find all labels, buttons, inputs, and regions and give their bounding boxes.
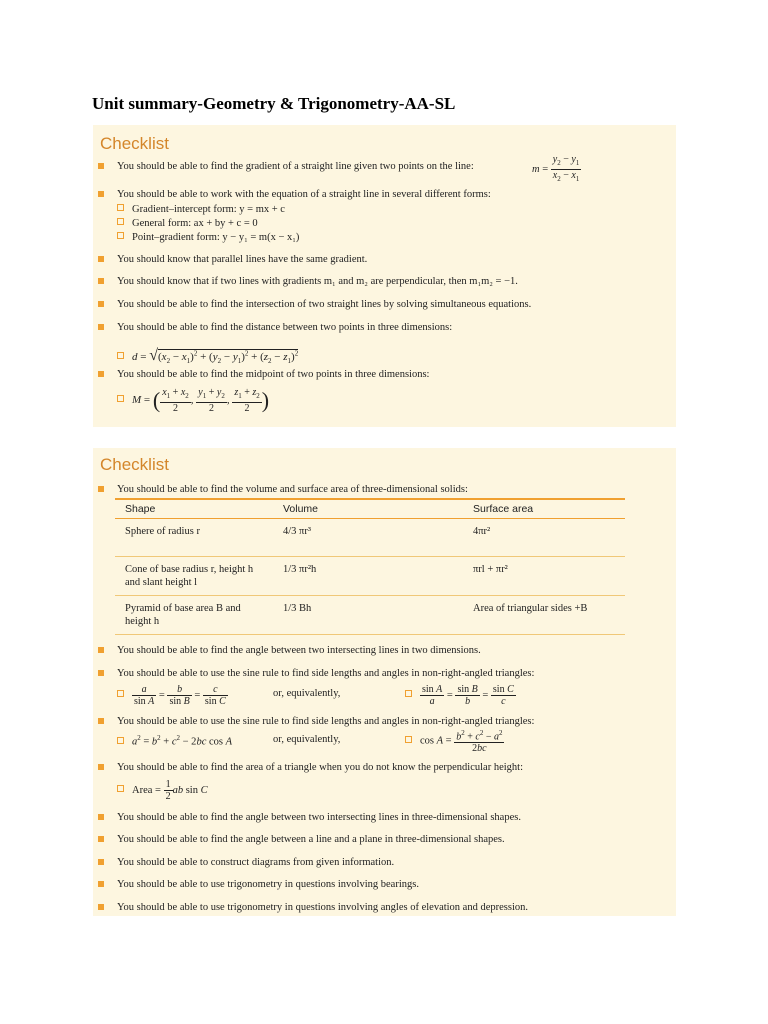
equivalently-text: or, equivalently,	[273, 734, 341, 745]
bullet-icon	[98, 881, 104, 887]
table-cell: 4/3 πr³	[273, 519, 463, 557]
sine-rule-formula: $\frac{a}{\text{sin A}}$ = $\frac{b}{\text{sin B}}$ = $\frac{c}{\text{sin C}}$	[117, 684, 228, 707]
checkbox-icon	[405, 690, 412, 697]
checkbox-icon	[117, 690, 124, 697]
checkbox-icon	[117, 352, 124, 359]
equivalently-text: or, equivalently,	[273, 688, 341, 699]
bullet-icon	[98, 191, 104, 197]
bullet-icon	[98, 814, 104, 820]
bullet-icon	[98, 371, 104, 377]
bullet-icon	[98, 764, 104, 770]
table-row	[115, 596, 625, 635]
table-cell: Area of triangular sides +B	[463, 596, 625, 635]
table-cell: πrl + πr²	[463, 557, 625, 596]
checklist-panel-1: Checklist You should be able to find the gradient of a straight line given two points on the line: m = $\frac{y_2 - y_1}{x_2 - x_1}$ You should be able to work with the equation of a straight line in several different forms: Gradient–intercept form: y = mx + c General form: ax + by + c = 0 Point–gradient form: y − y₁ = m(x − x₁) You should know that parallel lines have the same gradient. You should know that if two lines with gradients m₁ and m₂ are perpendicular, then m₁m₂ = −1. You should be able to find the intersection of two straight lines by solving simultaneous equations. You should be able to find the distance between two points in three dimensions: $d = √(x_2 - x_1)^2 + (y_2 - y_1)^2 + (z_2 - z_1)^2$ You should be able to find the midpoint of two points in three dimensions: M = ( $\frac{x_1 + x_2}{2}$ , $\frac{y_1 + y_2}{2}$ , $\frac{z_1 + z_2}{2}$ )	[93, 125, 676, 427]
table-cell: Cone of base radius r, height h and slant height l	[115, 557, 273, 596]
column-header: Volume	[273, 499, 463, 519]
checklist-heading: Checklist	[100, 455, 169, 474]
bullet-icon	[98, 163, 104, 169]
cosine-rule-alt-formula: cos A = $\frac{b^2 + c^2 - a^2}{2bc}$	[405, 728, 504, 754]
bullet-icon	[98, 718, 104, 724]
sub-item: General form: ax + by + c = 0	[117, 218, 258, 229]
bullet-icon	[98, 278, 104, 284]
checkbox-icon	[117, 232, 124, 239]
checkbox-icon	[405, 736, 412, 743]
bullet-icon	[98, 301, 104, 307]
table-row	[115, 557, 625, 596]
checklist-heading: Checklist	[100, 134, 169, 153]
sub-item: Gradient–intercept form: y = mx + c	[117, 204, 285, 215]
table-cell: 1/3 Bh	[273, 596, 463, 635]
column-header: Shape	[115, 499, 273, 519]
bullet-icon	[98, 256, 104, 262]
checkbox-icon	[117, 395, 124, 402]
checkbox-icon	[117, 785, 124, 792]
bullet-icon	[98, 670, 104, 676]
midpoint-formula: M = ( $\frac{x_1 + x_2}{2}$ , $\frac{y_1 + y_2}{2}$ , $\frac{z_1 + z_2}{2}$ )	[117, 387, 269, 414]
table-cell: 1/3 πr²h	[273, 557, 463, 596]
document-title: Unit summary-Geometry & Trigonometry-AA-SL	[92, 94, 456, 113]
bullet-icon	[98, 647, 104, 653]
gradient-formula: m = $\frac{y_2 - y_1}{x_2 - x_1}$	[532, 154, 580, 183]
bullet-icon	[98, 904, 104, 910]
sub-item: Point–gradient form: y − y₁ = m(x − x₁)	[117, 232, 299, 243]
table-cell: Sphere of radius r	[115, 519, 273, 557]
checkbox-icon	[117, 737, 124, 744]
bullet-icon	[98, 836, 104, 842]
area-formula: Area = $\frac{1}{2}$ ab sin C	[117, 779, 208, 802]
distance-formula: $d = √(x_2 - x_1)^2 + (y_2 - y_1)^2 + (z_2 - z_1)^2$	[117, 347, 298, 365]
checkbox-icon	[117, 204, 124, 211]
table-cell: 4πr²	[463, 519, 625, 557]
checkbox-icon	[117, 218, 124, 225]
column-header: Surface area	[463, 499, 625, 519]
bullet-icon	[98, 324, 104, 330]
table-cell: Pyramid of base area B and height h	[115, 596, 273, 635]
checklist-panel-2: Checklist You should be able to find the volume and surface area of three-dimensional solids: Shape Volume Surface area Sphere of radius r 4/3 πr³ 4πr² Cone of base radius r, height h and slant height l 1/3 πr²h πrl + πr² Pyramid of base area B and height h 1/3 Bh Area of triangular sides +B You should be able to find the angle between two intersecting lines in two dimensions. You should be able to use the sine rule to find side lengths and angles in non-right-angled triangles: $\frac{a}{\text{sin A}}$ = $\frac{b}{\text{sin B}}$ = $\frac{c}{\text{sin C}}$ or, equivalently, $\frac{\text{sin A}}{a}$ = $\frac{\text{sin B}}{b}$ = $\frac{\text{sin C}}{c}$ You should be able to use the sine rule to find side lengths and angles in non-right-angled triangles: $a^2 = b^2 + c^2 - 2bc$ cos A or, equivalently, cos A = $\frac{b^2 + c^2 - a^2}{2bc}$ You should be able to find the area of a triangle when you do not know the perpendicular height: Area = $\frac{1}{2}$ ab sin C You should be able to find the angle between two intersecting lines in three-dimensional shapes. You should be able to find the angle between a line and a plane in three-dimensional shapes. You should be able to construct diagrams from given information. You should be able to use trigonometry in questions involving bearings. You should be able to use trigonometry in questions involving angles of elevation and depression.	[93, 448, 676, 916]
table-row	[115, 519, 625, 557]
table-header-row	[115, 499, 625, 519]
bullet-icon	[98, 859, 104, 865]
cosine-rule-formula: $a^2 = b^2 + c^2 - 2bc$ cos A	[117, 734, 232, 748]
solids-table	[115, 498, 625, 635]
bullet-icon	[98, 486, 104, 492]
sine-rule-alt-formula: $\frac{\text{sin A}}{a}$ = $\frac{\text{sin B}}{b}$ = $\frac{\text{sin C}}{c}$	[405, 684, 516, 707]
